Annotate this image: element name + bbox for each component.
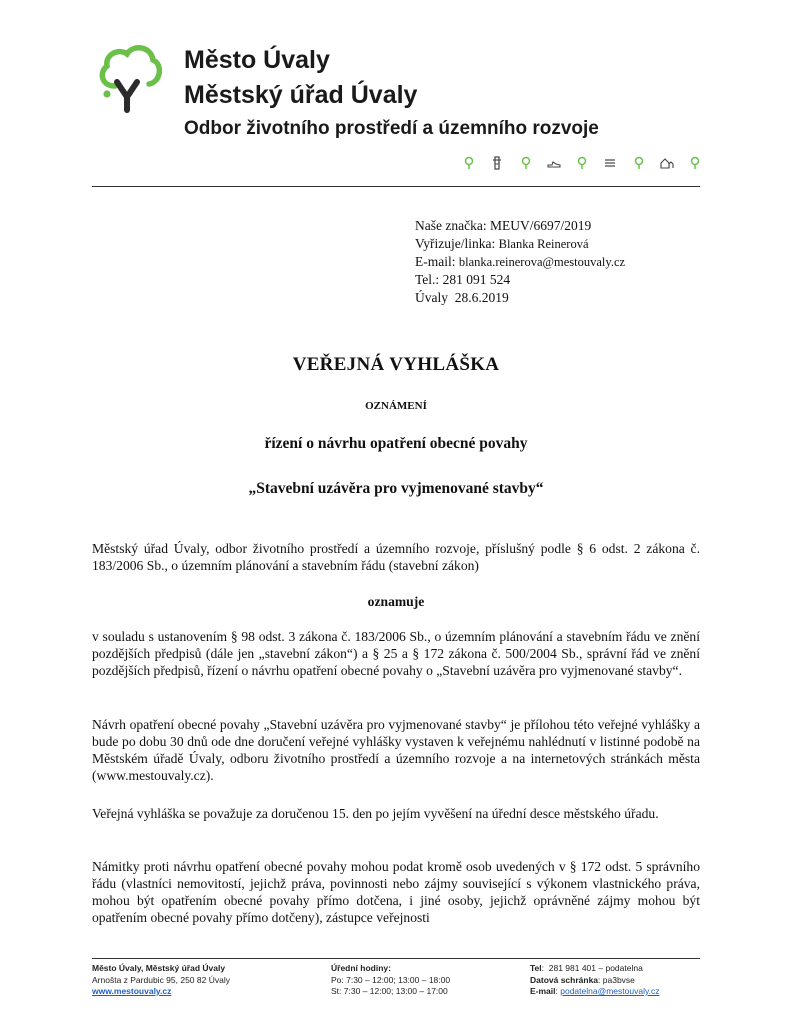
tree-icon (575, 156, 589, 170)
paragraph-delivery: Veřejná vyhláška se považuje za doručenou 15. den po jejím vyvěšení na úřední desce městského úřadu. (92, 806, 659, 821)
reference-znacka-label: Naše značka: (415, 218, 487, 233)
city-logo-icon (95, 42, 163, 114)
footer-email-link[interactable]: podatelna@mestouvaly.cz (560, 986, 660, 996)
waves-icon (603, 156, 617, 170)
footer-org-name: Město Úvaly, Městský úřad Úvaly (92, 963, 226, 973)
house-icon (660, 156, 674, 170)
reference-email: blanka.reinerova@mestouvaly.cz (458, 255, 626, 269)
reference-vyrizuje: Blanka Reinerová (498, 237, 589, 251)
reference-line-email (415, 253, 625, 271)
footer-web-link[interactable]: www.mestouvaly.cz (92, 986, 172, 996)
document-title: VEŘEJNÁ VYHLÁŠKA (292, 354, 500, 375)
reference-place-date: Úvaly 28.6.2019 (415, 290, 509, 305)
footer-hours (331, 963, 450, 998)
reference-vyrizuje-label: Vyřizuje/linka: (415, 236, 496, 251)
reference-znacka: MEUV/6697/2019 (489, 218, 592, 233)
footer-contacts (530, 963, 659, 998)
tree-icon (462, 156, 476, 170)
reference-tel: 281 091 524 (442, 272, 511, 287)
tower-icon (490, 156, 504, 170)
reference-block (415, 217, 625, 307)
document-name: „Stavební uzávěra pro vyjmenované stavby“ (248, 480, 544, 497)
footer-email-label: E-mail (530, 986, 556, 996)
announce-heading: oznamuje (367, 594, 425, 609)
header-divider (92, 186, 700, 187)
reference-tel-label: Tel.: (415, 272, 440, 287)
paragraph-objections: Námitky proti návrhu opatření obecné povahy mohou podat kromě osob uvedených v § 172 odst. 5 správního řádu (vlastníci nemovitostí, jejichž práva, povinnosti nebo zájmy související s výkonem vlastnického práva, mohou být opatřením obecné povahy přímo dotčena, i jiné osoby, jejichž oprávněné zájmy mohou být opatřením obecné povahy přímo dotčeny), zástupce veřejnosti (92, 859, 700, 925)
paragraph-proposal: Návrh opatření obecné povahy „Stavební uzávěra pro vyjmenované stavby“ je přílohou této veřejné vyhlášky a bude po dobu 30 dnů ode dne doručení veřejné vyhlášky vystaven k veřejnému nahlédnutí v listinné podobě na Městském úřadě Úvaly, odboru životního prostředí a územního rozvoje a na internetových stránkách města (www.mestouvaly.cz). (92, 717, 700, 783)
footer-hours-line1: Po: 7:30 – 12:00; 13:00 – 18:00 (331, 974, 451, 985)
reference-line-vyrizuje (415, 235, 625, 253)
footer-hours-line2: St: 7:30 – 12:00; 13:00 – 17:00 (331, 986, 448, 996)
reference-line-tel (415, 271, 625, 289)
department-name: Odbor životního prostředí a územního rozvoje (184, 118, 599, 139)
tree-icon (519, 156, 533, 170)
footer-ds-label: Datová schránka (530, 974, 599, 985)
footer-tel-label: Tel (530, 963, 542, 973)
footer-ds: : pa3bvse (598, 974, 635, 985)
footer-tel: : 281 981 401 – podatelna (541, 963, 643, 973)
city-name: Město Úvaly (184, 46, 330, 74)
shoe-icon (547, 156, 561, 170)
paragraph-legal-basis: v souladu s ustanovením § 98 odst. 3 zákona č. 183/2006 Sb., o územním plánování a stavebním řádu ve znění pozdějších předpisů (dále jen „stavební zákon“) a § 25 a § 172 zákona č. 500/2004 Sb., správní řád ve znění pozdějších předpisů, řízení o návrhu opatření obecné povahy o „Stavební uzávěra pro vyjmenované stavby“. (92, 629, 700, 678)
reference-email-label: E-mail: (415, 254, 456, 269)
document-subtitle: OZNÁMENÍ (365, 400, 427, 412)
reference-line-znacka (415, 217, 625, 235)
footer-divider (92, 958, 700, 959)
footer-hours-label: Úřední hodiny: (331, 963, 391, 973)
office-name: Městský úřad Úvaly (184, 81, 418, 109)
header-icon-row (462, 155, 702, 171)
footer-street: Arnošta z Pardubic 95, 250 82 Úvaly (92, 974, 230, 985)
tree-icon (632, 156, 646, 170)
tree-icon (688, 156, 702, 170)
document-subject: řízení o návrhu opatření obecné povahy (264, 435, 528, 452)
footer-address (92, 963, 230, 998)
footer-email-sep: : (555, 986, 561, 996)
paragraph-intro: Městský úřad Úvaly, odbor životního prostředí a územního rozvoje, příslušný podle § 6 odst. 2 zákona č. 183/2006 Sb., o územním plánování a stavebním řádu (stavební zákon) (92, 541, 700, 573)
